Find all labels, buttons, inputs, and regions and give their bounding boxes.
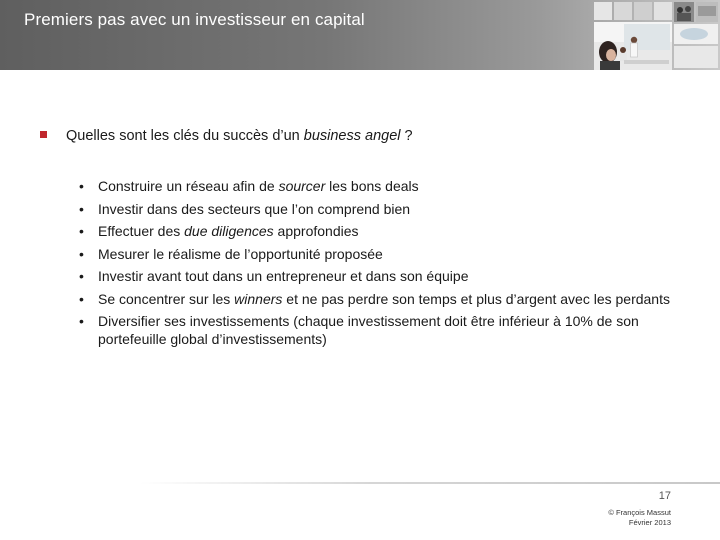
item-text: Effectuer des (98, 223, 185, 239)
copyright-date: Février 2013 (628, 518, 671, 527)
item-emphasis: winners (234, 290, 283, 307)
item-text-end: approfondies (273, 223, 359, 239)
page-number: 17 (658, 490, 671, 502)
item-emphasis: due diligences (184, 223, 274, 239)
item-text: Investir dans des secteurs que l’on comprend bien (98, 200, 411, 217)
main-bullet-square (40, 131, 47, 138)
bullet-dot: • (79, 313, 84, 329)
footer-divider (140, 482, 720, 484)
item-text: Investir avant tout dans un entrepreneur et dans son équipe (98, 268, 469, 284)
copyright-block (608, 508, 671, 528)
item-text-end: les bons deals (325, 178, 419, 194)
bullet-dot: • (79, 245, 84, 262)
list-item (75, 222, 695, 240)
copyright-author: © François Massut (608, 508, 671, 517)
bullet-dot: • (79, 223, 84, 239)
item-emphasis: sourcer (278, 178, 326, 194)
bullet-dot: • (79, 290, 84, 307)
bullet-dot: • (79, 200, 84, 217)
list-item (75, 177, 695, 195)
item-text: Diversifier ses investissements (chaque investissement doit être inférieur à 10% de son portefeuille global d’investissements) (98, 313, 639, 347)
item-text-end: et ne pas perdre son temps et plus d’argent avec les perdants (282, 290, 670, 307)
list-item (75, 245, 695, 263)
main-question (66, 128, 413, 144)
list-item (75, 200, 695, 218)
question-text: Quelles sont les clés du succès d’un (66, 128, 304, 144)
item-text: Se concentrer sur les (98, 290, 235, 307)
item-text: Construire un réseau afin de (98, 178, 279, 194)
list-item (75, 290, 695, 308)
question-end: ? (400, 128, 413, 144)
bullet-dot: • (79, 178, 84, 194)
key-success-list (75, 177, 695, 353)
list-item (75, 267, 695, 285)
bullet-dot: • (79, 268, 84, 284)
item-text: Mesurer le réalisme de l’opportunité proposée (98, 245, 383, 262)
list-item (75, 312, 695, 348)
header-photo-collage (594, 0, 720, 70)
slide-title: Premiers pas avec un investisseur en capital (24, 10, 365, 29)
photo-collage-image (594, 0, 720, 70)
question-emphasis: business angel (303, 128, 401, 144)
